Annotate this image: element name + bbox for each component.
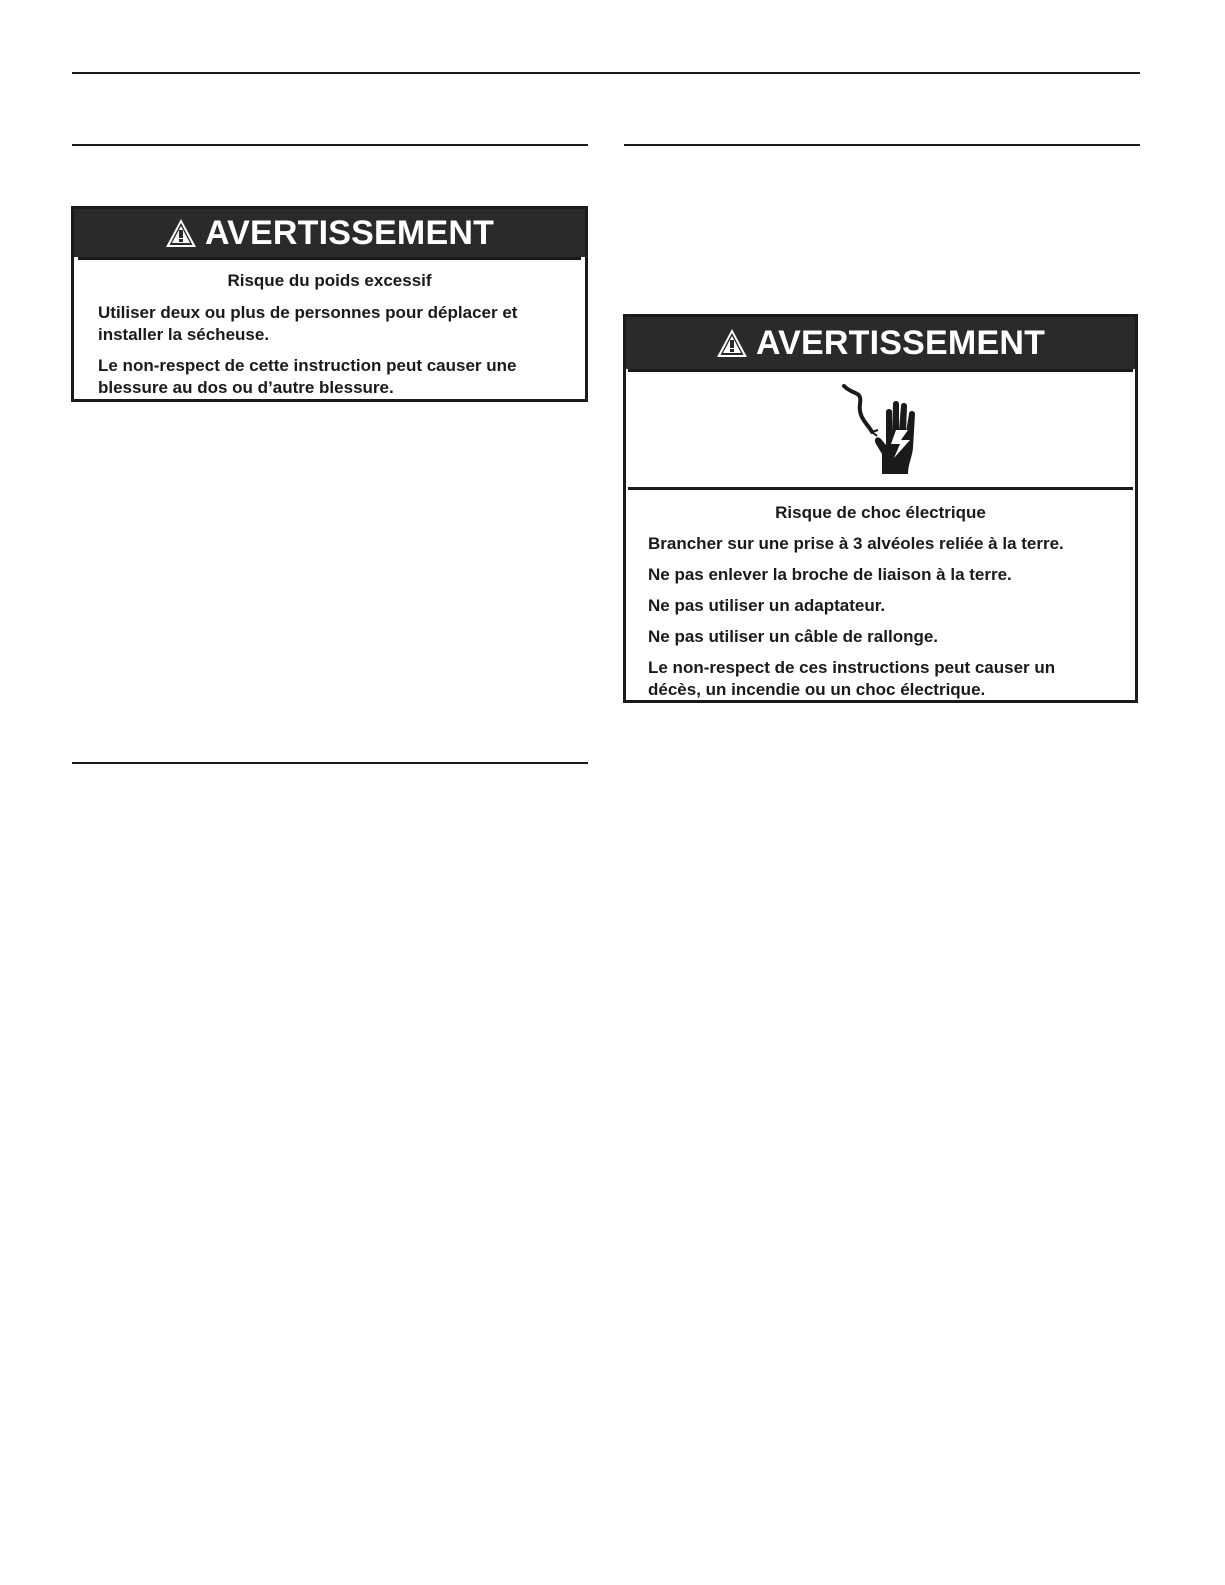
weight-risk-title: Risque du poids excessif <box>227 271 432 290</box>
electric-warning-header-text: AVERTISSEMENT <box>755 323 1046 362</box>
electric-warning-box <box>623 314 1138 703</box>
electric-instruction-4: Ne pas utiliser un câble de rallonge. <box>648 627 939 646</box>
shock-pictogram-area <box>628 372 1133 490</box>
weight-warning-body <box>78 257 581 400</box>
weight-warning-header <box>74 209 585 257</box>
electric-shock-hand-icon <box>836 384 926 476</box>
electric-warning-header <box>626 317 1135 369</box>
electric-risk-title: Risque de choc électrique <box>775 503 986 522</box>
electric-instruction-3: Ne pas utiliser un adaptateur. <box>648 596 886 615</box>
electric-warning-body <box>628 490 1133 701</box>
top-rule <box>72 72 1140 74</box>
left-section-rule-top <box>72 144 588 146</box>
electric-warning-inner <box>628 369 1133 701</box>
left-section-rule-bottom <box>72 762 588 764</box>
electric-instruction-2: Ne pas enlever la broche de liaison à la terre. <box>648 565 1012 584</box>
warning-triangle-icon <box>716 328 748 358</box>
weight-instruction-1: Utiliser deux ou plus de personnes pour déplacer et installer la sécheuse. <box>98 303 518 344</box>
warning-triangle-icon <box>165 218 197 248</box>
electric-instruction-5: Le non-respect de ces instructions peut causer un décès, un incendie ou un choc électrique. <box>648 658 1056 699</box>
weight-warning-box <box>71 206 588 402</box>
electric-instruction-1: Brancher sur une prise à 3 alvéoles reliée à la terre. <box>648 534 1064 553</box>
weight-instruction-2: Le non-respect de cette instruction peut causer une blessure au dos ou d’autre blessure. <box>98 356 517 397</box>
right-section-rule-top <box>624 144 1140 146</box>
weight-warning-header-text: AVERTISSEMENT <box>204 213 495 252</box>
